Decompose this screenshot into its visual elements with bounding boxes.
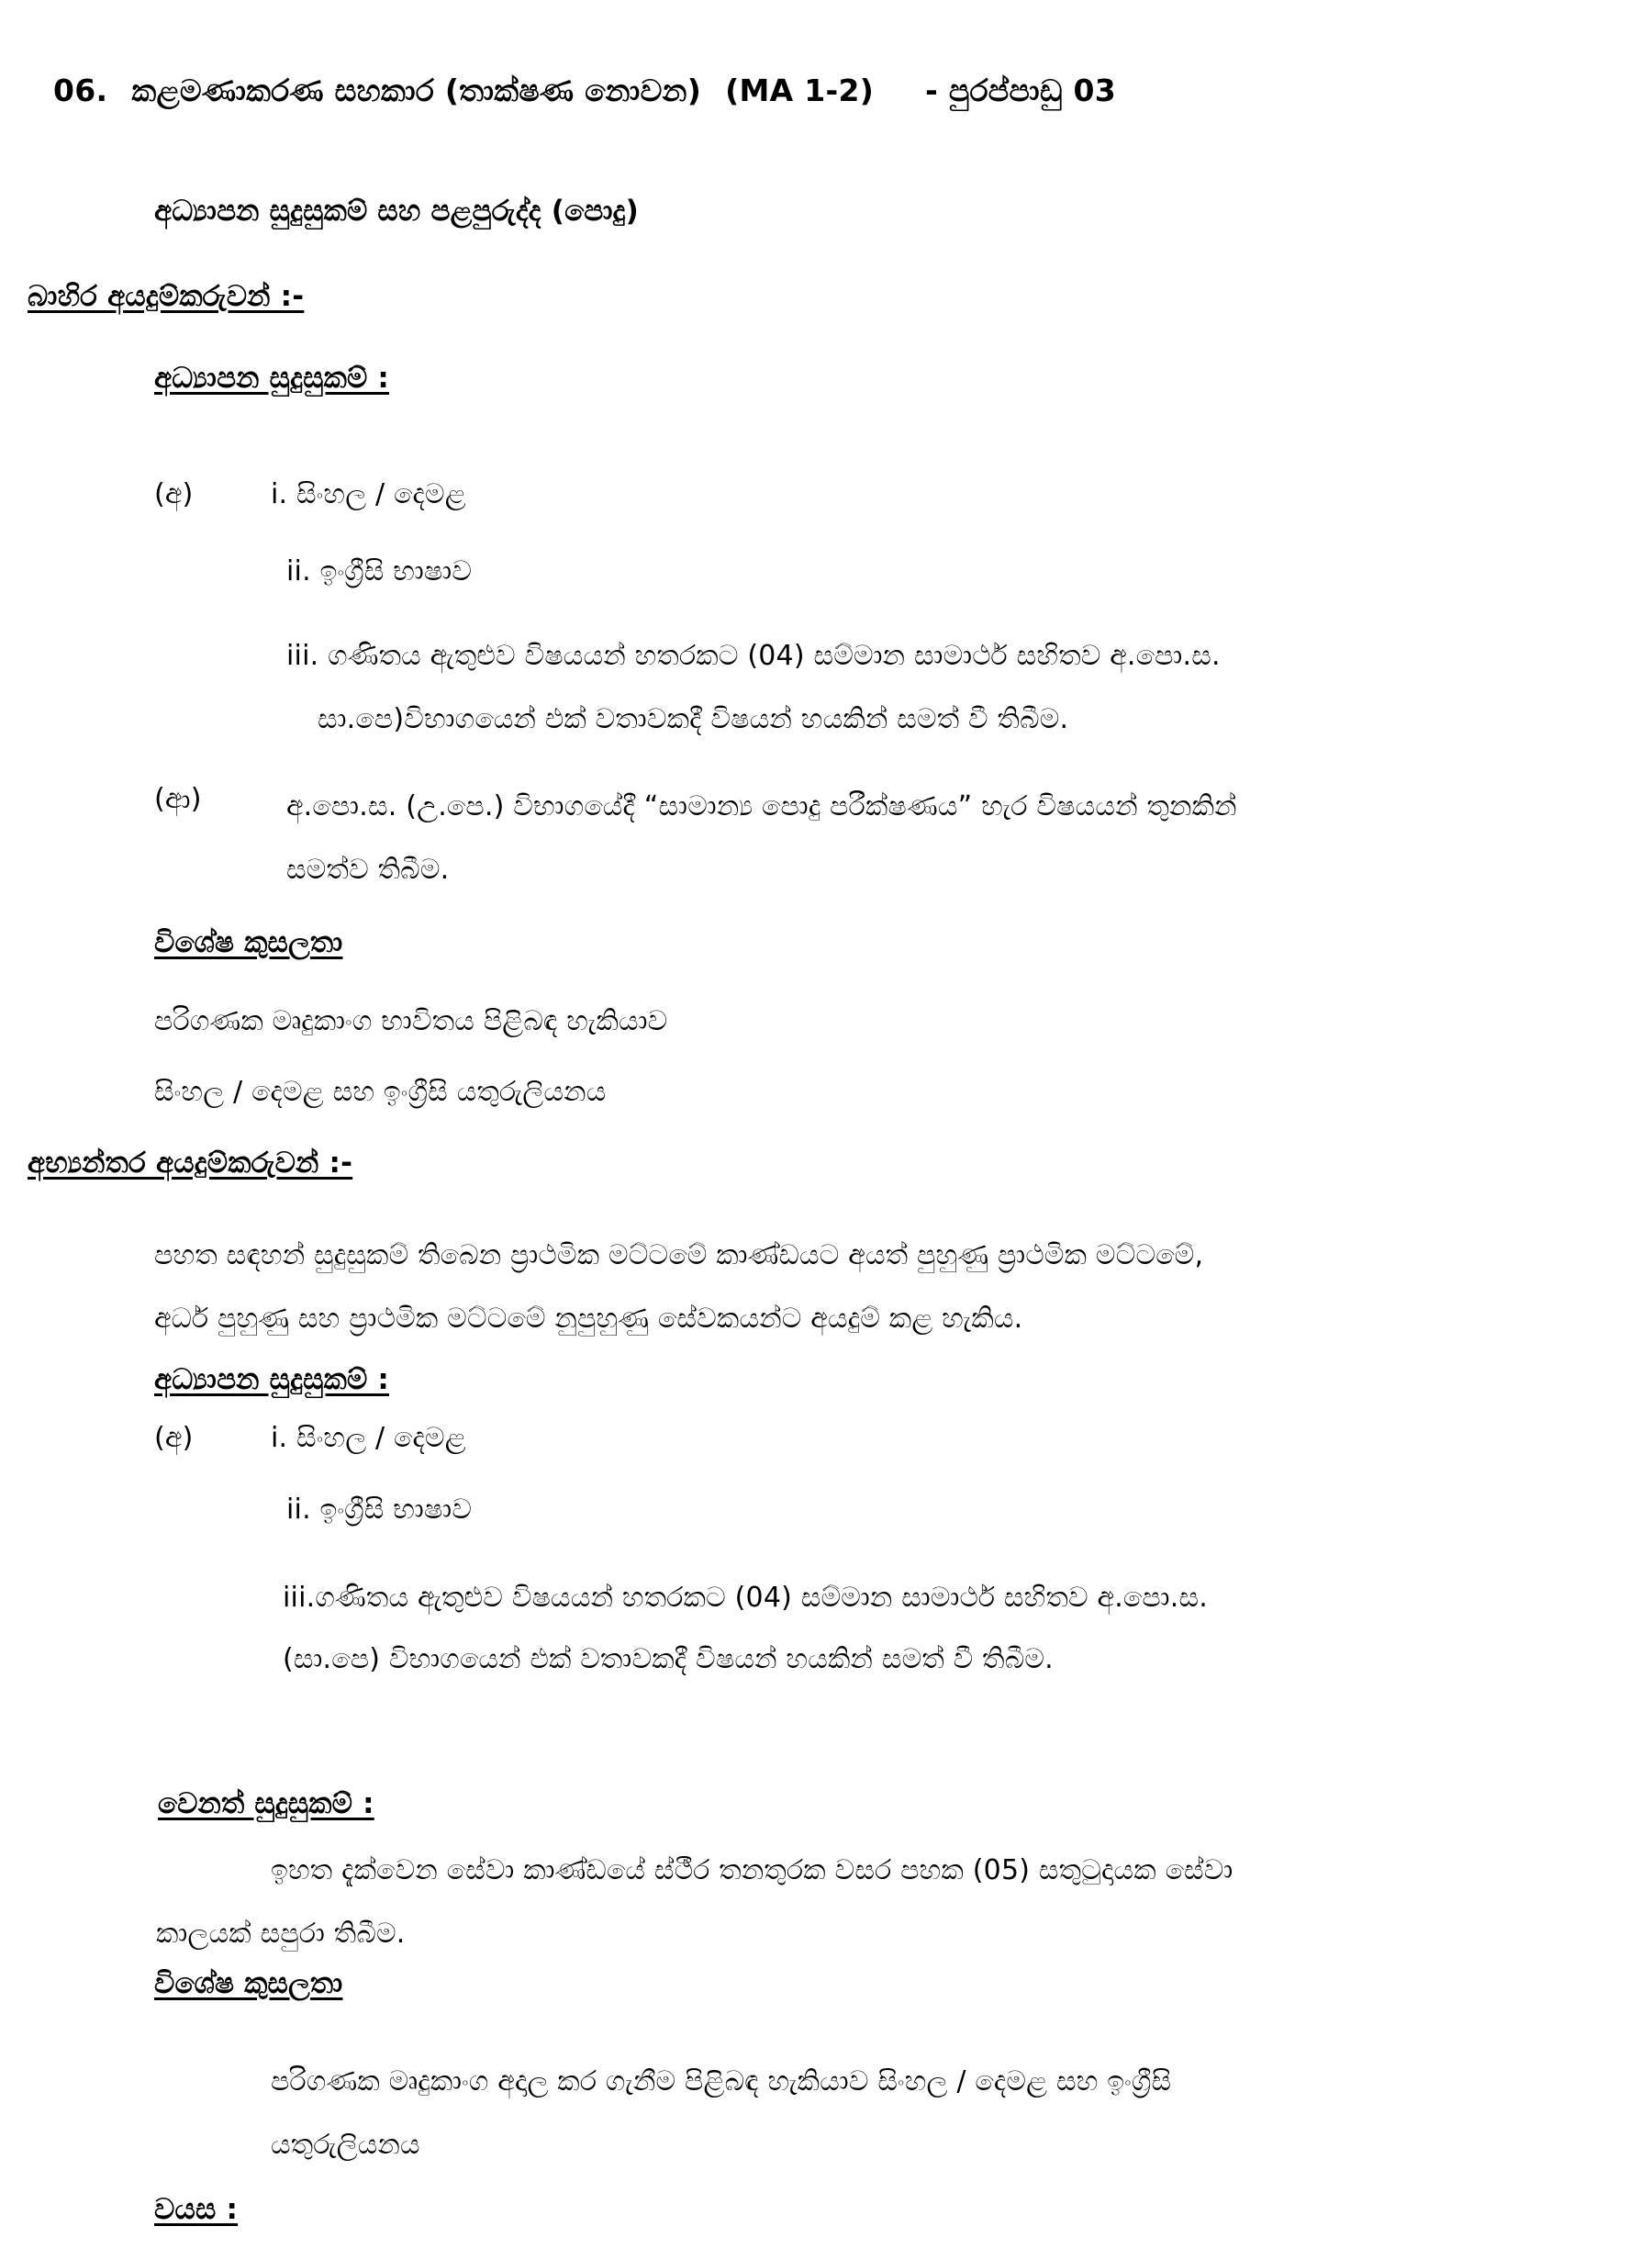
internal-other-line-1: ඉහත දැක්වෙන සේවා කාණ්ඩයේ ස්ථීර තනතුරක වසර පහක (05) සතුටුදායක සේවා [271, 1854, 1233, 1886]
subheading-internal-other-qualifications: වෙනත් සුදුසුකම් : [158, 1787, 374, 1820]
internal-item-iii-line-1: iii.ගණිතය ඇතුළුව විෂයයන් හතරකට (04) සම්මාන සාමාර්ථ සහිතව අ.පො.ස. [283, 1582, 1208, 1614]
internal-list-item-iii [283, 1577, 1568, 1681]
internal-list-marker-a: (අ) [154, 1422, 194, 1454]
subheading-external-education-qualifications: අධ්‍යාපන සුදුසුකම් : [154, 362, 390, 395]
external-list-item-ii: ii. ඉංග්‍රීසි භාෂාව [286, 555, 473, 587]
subheading-internal-special-skills: විශේෂ කුසලතා [154, 1967, 343, 2000]
external-item-b-line-1: අ.පො.ස. (උ.පෙ.) විභාගයේදී “සාමාන්‍ය පොදු පරීක්ෂණය” හැර විෂයයන් තුනකින් [286, 790, 1237, 822]
subheading-age: වයස : [154, 2193, 239, 2226]
internal-list-item-ii: ii. ඉංග්‍රීසි භාෂාව [286, 1494, 473, 1526]
external-list-marker-a: (අ) [154, 478, 194, 510]
title-grade-code: (MA 1-2) [725, 73, 875, 108]
internal-item-iii-line-2: (සා.පෙ) විභාගයෙන් එක් වතාවකදී විෂයන් හයකින් සමත් වී තිබීම. [283, 1642, 1054, 1675]
internal-intro-line-2: අර්ධ පුහුණු සහ ප්‍රාථමික මට්ටමේ නුපුහුණු සේවකයන්ට අයදුම් කළ හැකිය. [154, 1302, 1023, 1335]
subheading-external-special-skills: විශේෂ කුසලතා [154, 926, 343, 959]
external-list-item-b [286, 786, 1571, 891]
external-list-item-i: i. සිංහල / දෙමළ [271, 478, 466, 510]
internal-list-item-i: i. සිංහල / දෙමළ [271, 1422, 466, 1454]
external-item-iii-line-1: iii. ගණිතය ඇතුළුව විෂයයන් හතරකට (04) සම්මාන සාමාර්ථ සහිතව අ.පො.ස. [286, 640, 1221, 672]
document-subtitle: අධ්‍යාපන සුදුසුකම් සහ පළපුරුද්ද (පොදු) [154, 195, 639, 228]
title-number: 06. [53, 73, 108, 108]
external-special-skill-2: සිංහල / දෙමළ සහ ඉංග්‍රීසි යතුරුලියනය [154, 1076, 607, 1108]
subheading-internal-education-qualifications: අධ්‍යාපන සුදුසුකම් : [154, 1363, 390, 1396]
page-title [53, 75, 1116, 106]
internal-special-skills-text [271, 2061, 1556, 2166]
internal-special-line-1: පරිගණක මෘදුකාංග අදාල කර ගැනීම පිළිබඳ හැකියාව සිංහල / දෙමළ සහ ඉංග්‍රීසි [271, 2065, 1172, 2098]
section-heading-internal-applicants: අභ්‍යන්තර අයදුම්කරුවන් :- [28, 1147, 353, 1180]
section-heading-external-applicants: බාහිර අයදුම්කරුවන් :- [28, 280, 305, 313]
internal-other-line-2: කාලයක් සපුරා තිබීම. [156, 1917, 406, 1950]
internal-intro-line-1: පහත සඳහන් සුදුසුකම් තිබෙන ප්‍රාථමික මට්ටමේ කාණ්ඩයට අයත් පුහුණු ප්‍රාථමික මට්ටමේ, [154, 1239, 1204, 1271]
internal-special-line-2: යතුරුලියනය [271, 2128, 420, 2161]
external-list-item-iii [286, 635, 1562, 741]
internal-other-qualifications-text [156, 1850, 1556, 1955]
external-special-skill-1: පරිගණක මෘදුකාංග භාවිතය පිළිබඳ හැකියාව [154, 1005, 668, 1037]
internal-intro-paragraph [154, 1235, 1522, 1340]
external-item-b-line-2: සමත්ව තිබීම. [286, 853, 450, 886]
external-list-marker-aa: (ආ) [154, 783, 202, 815]
title-vacancies: - පුරප්පාඩු 03 [925, 73, 1117, 108]
external-item-iii-line-2: සා.පෙ)විභාගයෙන් එක් වතාවකදී විෂයන් හයකින් සමත් වී තිබීම. [318, 702, 1069, 735]
title-post-name: කළමණාකරණ සහකාර (තාක්ෂණ නොවන) [131, 73, 702, 108]
